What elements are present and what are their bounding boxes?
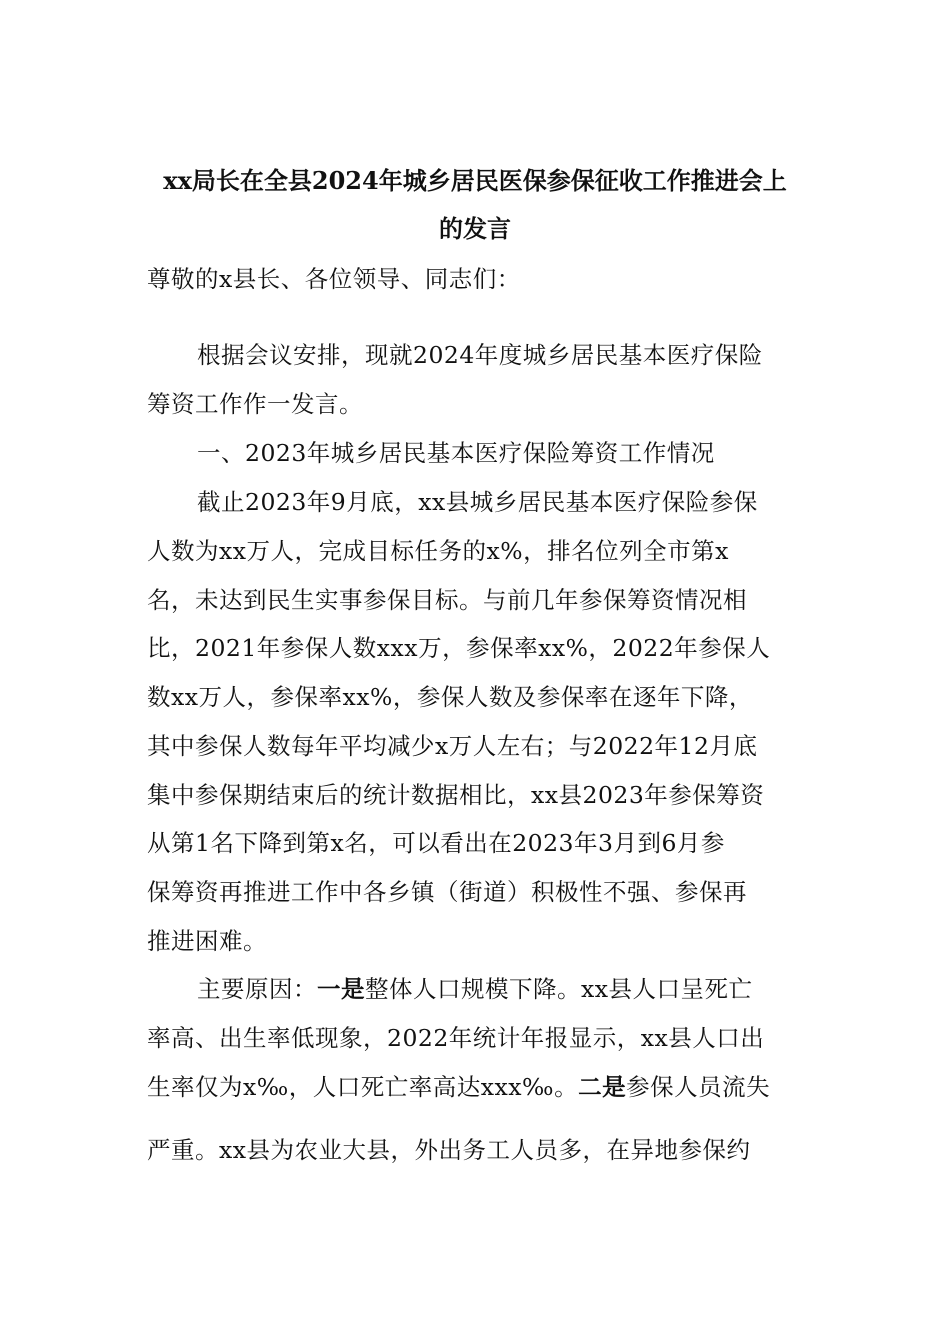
paragraph-line: 保筹资再推进工作中各乡镇（街道）积极性不强、参保再	[147, 878, 747, 906]
paragraph-line: 人数为xx万人，完成目标任务的x%，排名位列全市第x	[147, 537, 729, 565]
bold-text-run: 二是	[578, 1073, 627, 1101]
paragraph-line: 其中参保人数每年平均减少x万人左右；与2022年12月底	[147, 732, 758, 760]
paragraph-line: 名，未达到民生实事参保目标。与前几年参保筹资情况相	[147, 586, 747, 614]
paragraph-line: 截止2023年9月底，xx县城乡居民基本医疗保险参保	[197, 488, 758, 516]
intro-line: 筹资工作作一发言。	[147, 390, 363, 418]
paragraph-line: 从第1名下降到第x名，可以看出在2023年3月到6月参	[147, 829, 725, 857]
paragraph-line: 严重。xx县为农业大县，外出务工人员多，在异地参保约	[147, 1136, 751, 1164]
document-title-line-1: xx局长在全县2024年城乡居民医保参保征收工作推进会上	[163, 166, 787, 195]
paragraph-line: 率高、出生率低现象，2022年统计年报显示，xx县人口出	[147, 1024, 765, 1052]
paragraph-line: 集中参保期结束后的统计数据相比，xx县2023年参保筹资	[147, 781, 765, 809]
paragraph-line: 比，2021年参保人数xxx万，参保率xx%，2022年参保人	[147, 634, 771, 662]
paragraph-line	[147, 1072, 797, 1102]
text-run: 主要原因：	[197, 975, 317, 1003]
intro-line: 根据会议安排，现就2024年度城乡居民基本医疗保险	[197, 341, 763, 369]
text-run: 参保人员流失	[626, 1073, 771, 1101]
paragraph-line: 推进困难。	[147, 927, 267, 955]
section-heading: 一、2023年城乡居民基本医疗保险筹资工作情况	[197, 439, 715, 467]
document-title-line-2: 的发言	[439, 214, 511, 243]
paragraph-line	[197, 974, 797, 1004]
greeting: 尊敬的x县长、各位领导、同志们：	[147, 265, 521, 293]
text-run: 整体人口规模下降。xx县人口呈死亡	[365, 975, 753, 1003]
paragraph-line: 数xx万人，参保率xx%，参保人数及参保率在逐年下降，	[147, 683, 753, 711]
text-run: 生率仅为x‰，人口死亡率高达xxx‰。	[147, 1073, 579, 1101]
bold-text-run: 一是	[317, 975, 365, 1003]
